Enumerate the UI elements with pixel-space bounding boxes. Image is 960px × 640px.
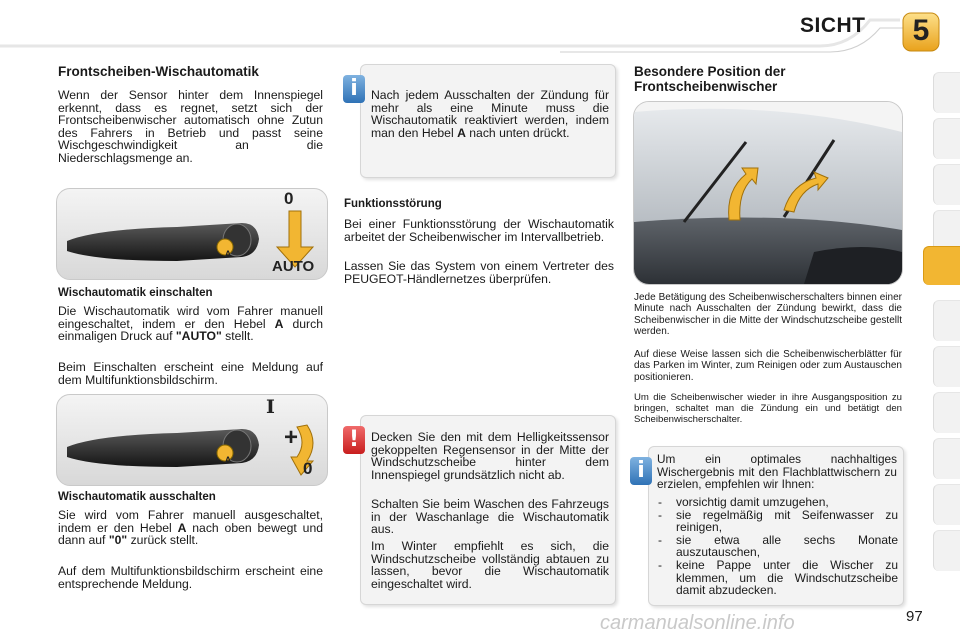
position-label-zero: 0 — [284, 189, 294, 208]
chapter-tab[interactable] — [933, 484, 960, 525]
lever-label-a: A — [224, 455, 232, 465]
special-position-paragraph-1: Jede Betätigung des Scheibenwischerschalters binnen einer Minute nach Ausschalten der Zündung bewirkt, dass die Scheibenwischer in die Mitte der Windschutzscheibe gestellt werden. — [634, 292, 902, 337]
page-number: 97 — [906, 608, 923, 625]
section-title-auto-wiper: Frontscheiben-Wischautomatik — [58, 64, 259, 79]
lever-label-a: A — [224, 249, 232, 259]
warning-paragraph-3: Im Winter empfiehlt es sich, die Windschutzscheibe vollständig abtauen zu lassen, bevor die Wischautomatik eingeschaltet wird. — [371, 539, 609, 591]
special-position-paragraph-3: Um die Scheibenwischer wieder in ihre Ausgangsposition zu bringen, schaltet man die Zündung ein und betätigt den Scheibenwischerschalter. — [634, 392, 902, 425]
watermark: carmanualsonline.info — [600, 612, 795, 634]
heading-malfunction: Funktionsstörung — [344, 198, 442, 210]
chapter-title: SICHT — [800, 14, 866, 37]
warning-icon: ! — [343, 426, 365, 454]
malfunction-paragraph-1: Bei einer Funktionsstörung der Wischautomatik arbeitet der Scheibenwischer im Intervallbetrieb. — [344, 217, 614, 244]
heading-auto-on: Wischautomatik einschalten — [58, 287, 213, 299]
info-icon: i — [630, 457, 652, 485]
chapter-tab[interactable] — [933, 300, 960, 341]
flat-blades-intro: Um ein optimales nachhaltiges Wischergebnis mit den Flachblattwischern zu erzielen, empfehlen wir Ihnen: — [657, 452, 897, 492]
info-reactivate-text: Nach jedem Ausschalten der Zündung für mehr als eine Minute muss die Wischautomatik reaktiviert werden, indem man den Hebel A nach unten drückt. — [371, 88, 609, 140]
heading-auto-off: Wischautomatik ausschalten — [58, 491, 216, 503]
chapter-tab[interactable] — [933, 438, 960, 479]
warning-paragraph-2: Schalten Sie beim Waschen des Fahrzeugs in der Waschanlage die Wischautomatik aus. — [371, 497, 609, 537]
warning-paragraph-1: Decken Sie den mit dem Helligkeitssensor gekoppelten Regensensor in der Mitte der Windschutzscheibe hinter dem Innenspiegel grundsätzlich nicht ab. — [371, 430, 609, 482]
chapter-number: 5 — [912, 14, 930, 47]
chapter-tab[interactable] — [933, 392, 960, 433]
chapter-tab-active[interactable] — [923, 246, 960, 285]
auto-on-paragraph: Die Wischautomatik wird vom Fahrer manuell eingeschaltet, indem er den Hebel A durch einmaligen Druck auf "AUTO" stellt. — [58, 304, 323, 344]
auto-off-paragraph: Sie wird vom Fahrer manuell ausgeschaltet, indem er den Hebel A nach oben bewegt und dann auf "0" zurück stellt. — [58, 508, 323, 548]
chapter-tab[interactable] — [933, 72, 960, 113]
position-label-zero: 0 — [303, 459, 313, 478]
intro-paragraph: Wenn der Sensor hinter dem Innenspiegel erkennt, dass es regnet, setzt sich der Frontscheibenwischer automatisch ohne Zutun des Fahrers in Betrieb und passt seine Wischgeschwindigkeit an die Niederschlagsmenge an. — [58, 88, 323, 165]
auto-off-message: Auf dem Multifunktionsbildschirm erscheint eine entsprechende Meldung. — [58, 564, 323, 591]
chapter-tab[interactable] — [933, 118, 960, 159]
list-item: - keine Pappe unter die Wischer zu klemmen, um die Windschutzscheibe damit abzudecken. — [654, 559, 898, 597]
special-position-paragraph-2: Auf diese Weise lassen sich die Scheibenwischerblätter für das Parken im Winter, zum Reinigen oder zum Austauschen positionieren. — [634, 349, 902, 383]
malfunction-paragraph-2: Lassen Sie das System von einem Vertreter des PEUGEOT-Händlernetzes überprüfen. — [344, 259, 614, 286]
info-icon: i — [343, 75, 365, 103]
chapter-tab[interactable] — [933, 210, 960, 251]
auto-on-message: Beim Einschalten erscheint eine Meldung auf dem Multifunktionsbildschirm. — [58, 360, 323, 387]
chapter-tab[interactable] — [933, 530, 960, 571]
position-label-one: I — [266, 396, 275, 418]
list-item: - sie regelmäßig mit Seifenwasser zu reinigen, — [654, 509, 898, 534]
position-label-auto: AUTO — [272, 258, 315, 275]
position-label-plus: + — [284, 424, 299, 451]
list-item: - vorsichtig damit umzugehen, — [654, 496, 898, 509]
section-title-special-position: Besondere Position der Frontscheibenwischer — [634, 64, 786, 94]
windscreen-photo — [633, 101, 903, 285]
chapter-tab[interactable] — [933, 164, 960, 205]
list-item: - sie etwa alle sechs Monate auszutauschen, — [654, 534, 898, 559]
chapter-tab[interactable] — [933, 346, 960, 387]
flat-blades-recommendations — [654, 496, 898, 597]
